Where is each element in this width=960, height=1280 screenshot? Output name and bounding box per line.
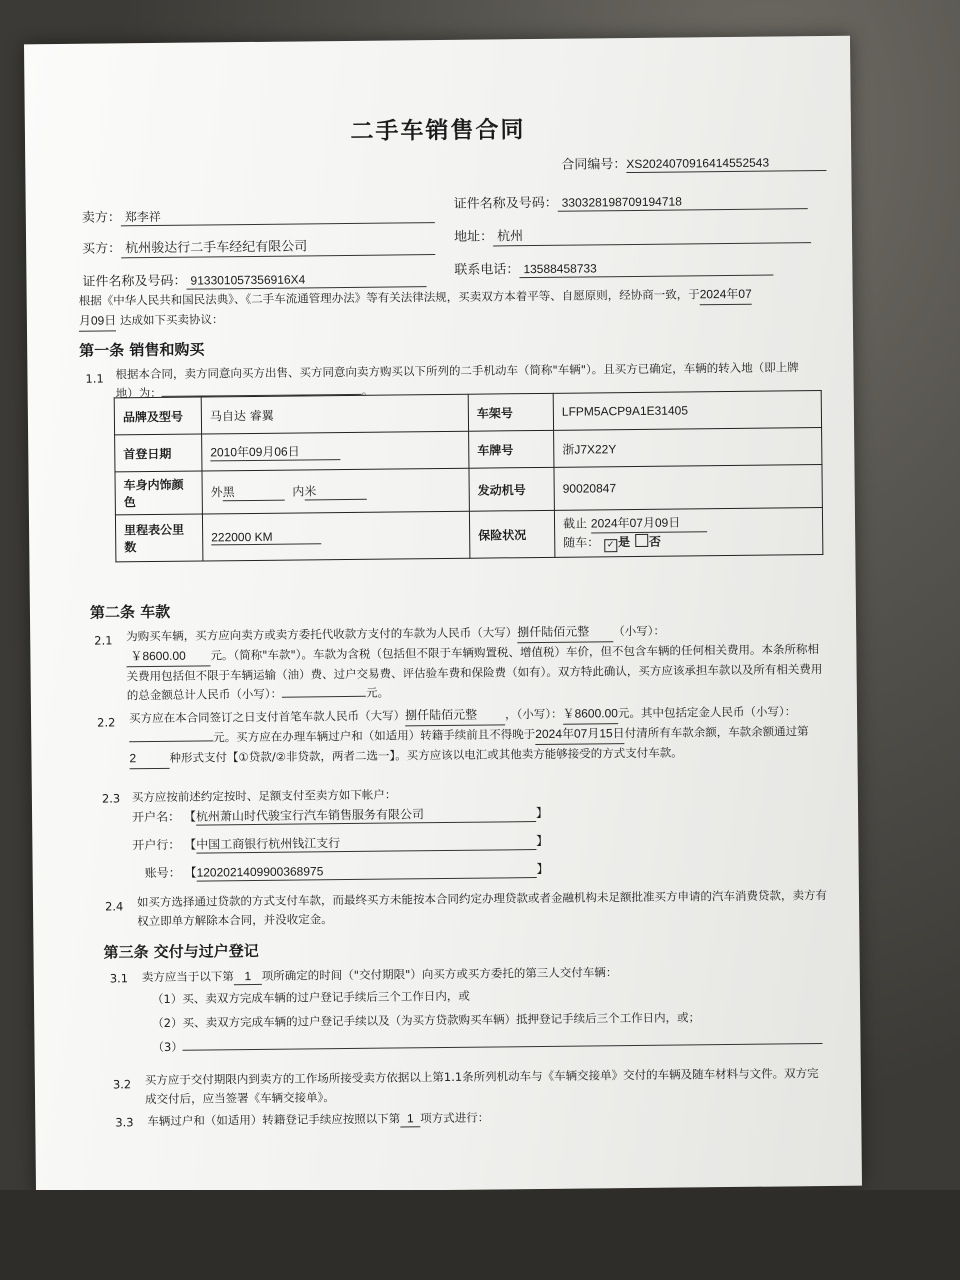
clause-1-1-number: 1.1 (85, 371, 104, 386)
clause-3-1-option-2: （2）买、卖双方完成车辆的过户登记手续以及（为买方贷款购买车辆）抵押登记手续后三个工作日内，或； (152, 1010, 701, 1031)
account-name-row (132, 805, 548, 826)
seller-id-label: 证件名称及号码： (453, 195, 558, 212)
clause-2-4-text: 如买方选择通过贷款的方式支付车款，而最终买方未能按本合同约定办理贷款或者金融机构未足额批准买方申请的汽车消费贷款，卖方有权立即单方解除本合同，并没收定金。 (136, 887, 828, 929)
bank-row (132, 833, 548, 854)
clause-3-3-text (147, 1110, 489, 1131)
engine-label: 发动机号 (469, 467, 554, 511)
page-title: 二手车销售合同 (350, 117, 526, 145)
clause-2-1-number: 2.1 (94, 633, 113, 648)
clause-2-2-d: 元。买方应在办理车辆过户和（如适用）转籍手续前且不得晚于 (213, 727, 536, 745)
mileage-value: 222000 KM (211, 529, 321, 545)
buyer-id-line (82, 270, 426, 291)
intro-text: 根据《中华人民共和国民法典》、《二手车流通管理办法》等有关法律法规，买卖双方本着平等、自愿原则，经协商一致，于 (78, 287, 700, 308)
seller-id-value: 330328198709194718 (558, 192, 808, 212)
table-row (115, 465, 822, 515)
clause-3-1-a: 卖方应当于以下第 (141, 969, 234, 985)
seller-line (82, 206, 435, 227)
clause-2-1-b: （小写）： (613, 623, 665, 639)
clause-2-1-text (126, 620, 823, 705)
engine-value: 90020847 (554, 465, 822, 511)
clause-2-3-text: 买方应按前述约定按时、足额支付至卖方如下帐户： (131, 787, 397, 805)
clause-2-3-number: 2.3 (101, 791, 121, 806)
clause-1-1-body: 根据本合同，卖方同意向买方出售、买方同意向卖方购买以下所列的二手机动车（简称"车辆"）。且买方已确定，车辆的转入地（即上牌地）为： (115, 360, 799, 401)
account-number-value: 1202021409900368975 (196, 861, 536, 882)
color-label: 车身内饰颜色 (115, 471, 202, 515)
clause-3-1-option-3-label: （3） (152, 1039, 183, 1055)
clause-3-3-number: 3.3 (115, 1115, 134, 1130)
bracket-close: 】 (536, 833, 549, 849)
clause-2-2-number: 2.2 (97, 715, 116, 730)
contract-number-label: 合同编号： (561, 157, 627, 173)
intro-date-a: 2024年07 (700, 285, 752, 306)
reg-date-label: 首登日期 (115, 434, 202, 472)
clause-2-2-f: 种形式支付【①贷款/②非贷款，两者二选一】。买方应该以电汇或其他卖方能够接受的方式支付车款。 (169, 745, 683, 765)
clause-2-2-text (129, 702, 824, 769)
clause-2-2-amount: ￥8600.00 (562, 704, 618, 725)
no-checkbox[interactable] (635, 534, 648, 547)
interior-value: 米 (304, 482, 366, 501)
clause-2-2-a: 买方应在本合同签订之日支付首笔车款人民币（大写） (128, 708, 406, 726)
mileage-label: 里程表公里数 (115, 514, 202, 562)
clause-2-2-c: 元。其中包括定金人民币（小写）： (617, 704, 797, 721)
clause-2-4-number: 2.4 (104, 899, 124, 914)
clause-3-3-b: 项方式进行： (420, 1110, 490, 1126)
article-1-title: 第一条 销售和购买 (79, 340, 205, 360)
yes-checkbox[interactable]: ✓ (604, 539, 617, 552)
clause-2-1-a: 为购买车辆，买方应向卖方或卖方委托代收款方支付的车款为人民币（大写） (126, 625, 518, 644)
seller-label: 卖方： (81, 210, 121, 226)
account-name-value: 杭州萧山时代骏宝行汽车销售服务有限公司 (196, 805, 536, 826)
intro-date-b: 月09日 (79, 311, 117, 331)
bracket-open: 【 (183, 809, 197, 824)
clause-2-2-date: 2024年07月15日 (535, 724, 625, 745)
bank-label: 开户行： (132, 837, 181, 853)
table-surface (0, 1190, 960, 1280)
clause-3-1-item: 1 (234, 968, 262, 985)
address-value: 杭州 (493, 226, 811, 246)
article-3-title: 第三条 交付与过户登记 (103, 941, 259, 962)
buyer-value: 杭州骏达行二手车经纪有限公司 (121, 238, 435, 258)
clause-2-1-amount: ￥8600.00 (126, 646, 210, 667)
intro-text-2: 达成如下买卖协议： (119, 312, 224, 328)
table-row (115, 508, 822, 562)
bracket-open: 【 (184, 837, 197, 852)
address-label: 地址： (453, 229, 494, 245)
bracket-close: 】 (536, 861, 549, 877)
clause-3-3-item: 1 (400, 1110, 420, 1127)
clause-2-2-amount-cn: 捌仟陆佰元整 (405, 705, 505, 726)
buyer-line (82, 238, 435, 259)
address-line (454, 226, 811, 247)
phone-label: 联系电话： (454, 262, 520, 278)
with-car-label: 随车： (563, 535, 600, 550)
intro-paragraph (79, 284, 831, 332)
clause-3-1-option-3 (152, 1032, 822, 1055)
insurance-label: 保险状况 (469, 510, 554, 558)
clause-3-1-b: 项所确定的时间（"交付期限"）向买方或买方委托的第三人交付车辆： (261, 965, 618, 983)
yes-label: 是 (618, 535, 631, 550)
contract-number (561, 154, 826, 174)
clause-3-2-text: 买方应于交付期限内到卖方的工作场所接受卖方依据以上第1.1条所列机动车与《车辆交接单》交付的车辆及随车材料与文件。双方完成交付后，应当签署《车辆交接单》。 (144, 1066, 819, 1107)
brand-label: 品牌及型号 (114, 397, 201, 435)
exterior-value: 黑 (223, 483, 285, 502)
insurance-until-value: 2024年07月09日 (591, 513, 707, 533)
bank-value: 中国工商银行杭州钱江支行 (196, 833, 536, 854)
account-name-label: 开户名： (132, 809, 181, 825)
insurance-until-label: 截止 (562, 516, 588, 531)
contract-page (24, 36, 862, 1195)
clause-2-1-c: 元。（简称"车款"）。车款为含税（包括但不限于车辆购置税、增值税）车价，但不包含车辆的任何相关费用。本条所称相关费用包括但不限于车辆运输（油）费、过户交易费、评估验车费和保险费（如有）。双方特此确认，买方应该承担车款以及所有相关费用的总金额总计人民币（小写）： (126, 642, 823, 703)
clause-3-2-number: 3.2 (112, 1077, 132, 1092)
exterior-label: 外 (210, 485, 223, 500)
vehicle-table (114, 390, 824, 562)
vin-label: 车架号 (468, 393, 553, 431)
brand-value: 马自达 睿翼 (201, 394, 468, 434)
clause-2-2-method: 2 (129, 749, 169, 769)
seller-id-line (454, 192, 808, 213)
clause-2-1-d: 元。 (365, 685, 390, 700)
vin-value: LFPM5ACP9A1E31405 (553, 391, 821, 431)
bracket-open: 【 (184, 865, 197, 880)
phone-value: 13588458733 (519, 259, 773, 279)
article-2-title: 第二条 车款 (89, 602, 171, 622)
buyer-id-value: 913301057356916X4 (186, 270, 426, 290)
clause-3-1-option-1: （1）买、卖双方完成车辆的过户登记手续后三个工作日内，或 (151, 988, 470, 1007)
clause-3-1-text (142, 964, 618, 986)
no-label: 否 (648, 534, 662, 549)
interior-label: 内 (292, 484, 305, 499)
plate-label: 车牌号 (469, 430, 554, 468)
account-number-row (145, 861, 549, 882)
seller-value: 郑李祥 (121, 206, 435, 226)
clause-2-2-b: ，（小写）： (504, 706, 563, 722)
reg-date-value: 2010年09月06日 (210, 442, 340, 461)
clause-2-2-e: 付清所有车款余额，车款余额通过第 (624, 724, 809, 741)
clause-1-1-text: 根据本合同，卖方同意向买方出售、买方同意向卖方购买以下所列的二手机动车（简称"车辆"）。且买方已确定，车辆的转入地（即上牌地）为： 。 (115, 360, 799, 401)
buyer-id-label: 证件名称及号码： (82, 273, 187, 290)
account-number-label: 账号： (144, 865, 181, 881)
bracket-close: 】 (535, 805, 549, 821)
clause-3-1-number: 3.1 (109, 971, 129, 986)
contract-number-value: XS2024070916414552543 (626, 154, 826, 173)
phone-line (454, 259, 773, 279)
buyer-label: 买方： (82, 241, 122, 257)
plate-value: 浙J7X22Y (554, 428, 822, 468)
clause-2-1-amount-cn: 捌仟陆佰元整 (517, 622, 613, 643)
clause-3-3-a: 车辆过户和（如适用）转籍登记手续应按照以下第 (147, 1111, 401, 1129)
